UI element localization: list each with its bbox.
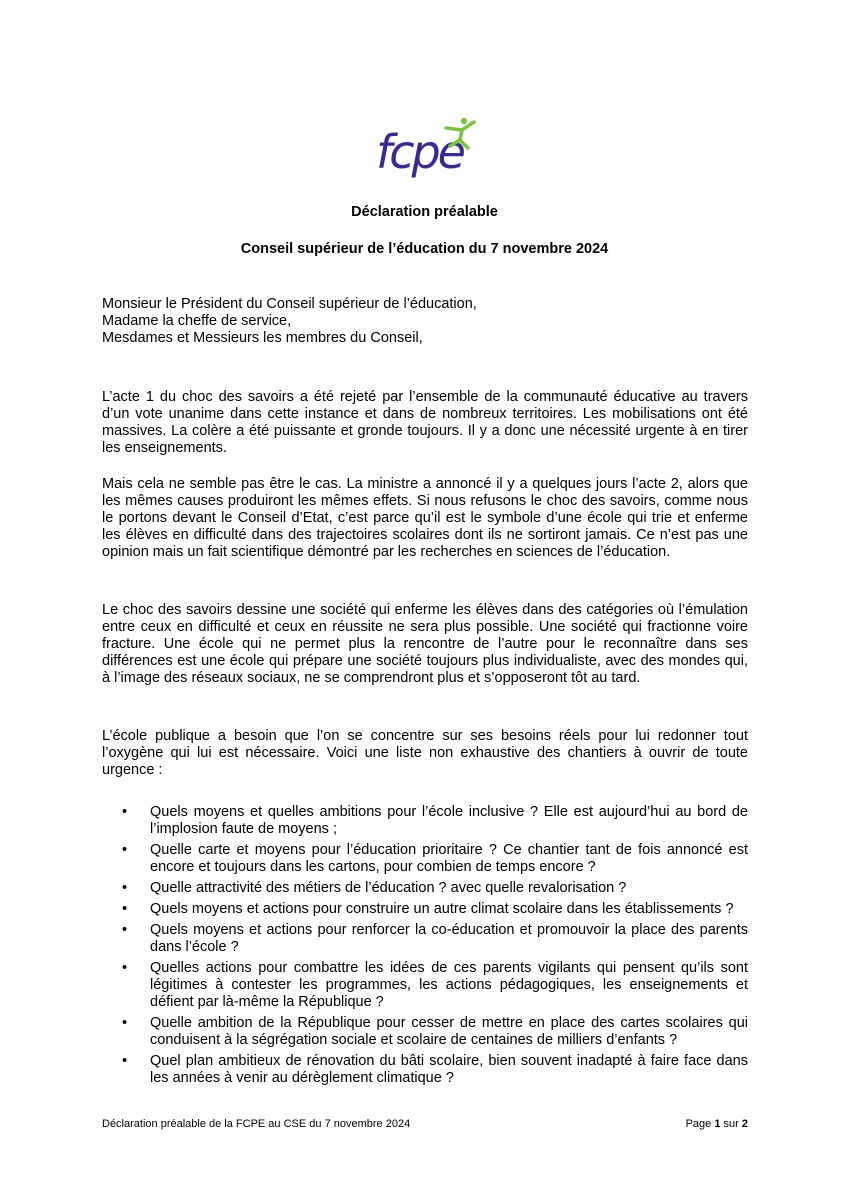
- list-item-text: Quel plan ambitieux de rénovation du bâti scolaire, bien souvent inadapté à faire face dans les années à venir au dérèglement climatique ?: [150, 1053, 748, 1086]
- jumping-figure-icon: [438, 116, 478, 156]
- page-total: 2: [741, 1118, 748, 1130]
- bullet-icon: •: [122, 901, 128, 917]
- address-line: Madame la cheffe de service,: [102, 313, 292, 329]
- bullet-list: [102, 804, 748, 1091]
- paragraph: L’école publique a besoin que l’on se concentre sur ses besoins réels pour lui redonner tout l’oxygène qui lui est nécessaire. Voici une liste non exhaustive des chantiers à ouvrir de toute urgence :: [102, 728, 748, 778]
- list-item: [102, 960, 748, 1011]
- footer-text: Déclaration préalable de la FCPE au CSE du 7 novembre 2024: [102, 1118, 411, 1130]
- address-line: Monsieur le Président du Conseil supérieur de l’éducation,: [102, 296, 477, 312]
- address-line: Mesdames et Messieurs les membres du Conseil,: [102, 330, 423, 346]
- list-item: [102, 901, 748, 918]
- fcpe-logo: [376, 116, 472, 188]
- list-item-text: Quelle carte et moyens pour l’éducation prioritaire ? Ce chantier tant de fois annoncé est encore et toujours dans les cartons, pour combien de temps encore ?: [150, 842, 748, 875]
- list-item-text: Quelle ambition de la République pour cesser de mettre en place des cartes scolaires qui conduisent à la ségrégation sociale et scolaire de centaines de milliers d’enfants ?: [150, 1015, 748, 1048]
- logo-text: fcpe: [376, 125, 463, 179]
- bullet-icon: •: [122, 842, 128, 858]
- list-item: [102, 880, 748, 897]
- list-item-text: Quels moyens et actions pour renforcer la co-éducation et promouvoir la place des parents dans l’école ?: [150, 922, 748, 955]
- page-current: 1: [714, 1118, 721, 1130]
- list-item: [102, 922, 748, 956]
- paragraph: Mais cela ne semble pas être le cas. La ministre a annoncé il y a quelques jours l’acte 2, alors que les mêmes causes produiront les mêmes effets. Si nous refusons le choc des savoirs, comme nous le portons devant le Conseil d’Etat, c’est parce qu’il est le symbole d’une école qui trie et enferme les élèves en difficulté dans des trajectoires scolaires dont ils ne sortiront jamais. Ce n’est pas une opinion mais un fait scientifique démontré par les recherches en sciences de l’éducation.: [102, 476, 748, 560]
- list-item: [102, 842, 748, 876]
- paragraph: L’acte 1 du choc des savoirs a été rejeté par l’ensemble de la communauté éducative au travers d’un vote unanime dans cette instance et dans de nombreux territoires. Les mobilisations ont été massives. La colère a été puissante et gronde toujours. Il y a donc une nécessité urgente à en tirer les enseignements.: [102, 389, 748, 456]
- bullet-icon: •: [122, 1053, 128, 1069]
- page-number: [686, 1118, 748, 1130]
- list-item-text: Quels moyens et quelles ambitions pour l’école inclusive ? Elle est aujourd’hui au bord de l’implosion faute de moyens ;: [150, 804, 748, 837]
- bullet-icon: •: [122, 804, 128, 820]
- address-block: [102, 296, 748, 347]
- page-label: Page: [685, 1118, 712, 1130]
- list-item-text: Quels moyens et actions pour construire un autre climat scolaire dans les établissements ?: [150, 901, 734, 917]
- list-item: [102, 804, 748, 838]
- page-of-label: sur: [723, 1118, 739, 1130]
- list-item: [102, 1015, 748, 1049]
- list-item: [102, 1053, 748, 1087]
- bullet-icon: •: [122, 880, 128, 896]
- paragraph: Le choc des savoirs dessine une société qui enferme les élèves dans des catégories où l’émulation entre ceux en difficulté et ceux en réussite ne sera plus possible. Une société qui fractionne voire fracture. Une école qui ne permet plus la rencontre de l’autre pour le reconnaître dans ses différences est une école qui prépare une société toujours plus individualiste, avec des mondes qui, à l’image des réseaux sociaux, ne se comprendront plus et s’opposeront tôt au tard.: [102, 602, 748, 686]
- bullet-icon: •: [122, 960, 128, 976]
- bullet-icon: •: [122, 922, 128, 938]
- bullet-icon: •: [122, 1015, 128, 1031]
- list-item-text: Quelles actions pour combattre les idées de ces parents vigilants qui pensent qu’ils sont légitimes à contester les programmes, les actions pédagogiques, les enseignements et défient par là-même la République ?: [150, 960, 748, 1010]
- document-title: Déclaration préalable: [351, 204, 498, 220]
- document-subtitle: Conseil supérieur de l’éducation du 7 novembre 2024: [240, 241, 609, 257]
- list-item-text: Quelle attractivité des métiers de l’éducation ? avec quelle revalorisation ?: [150, 880, 627, 896]
